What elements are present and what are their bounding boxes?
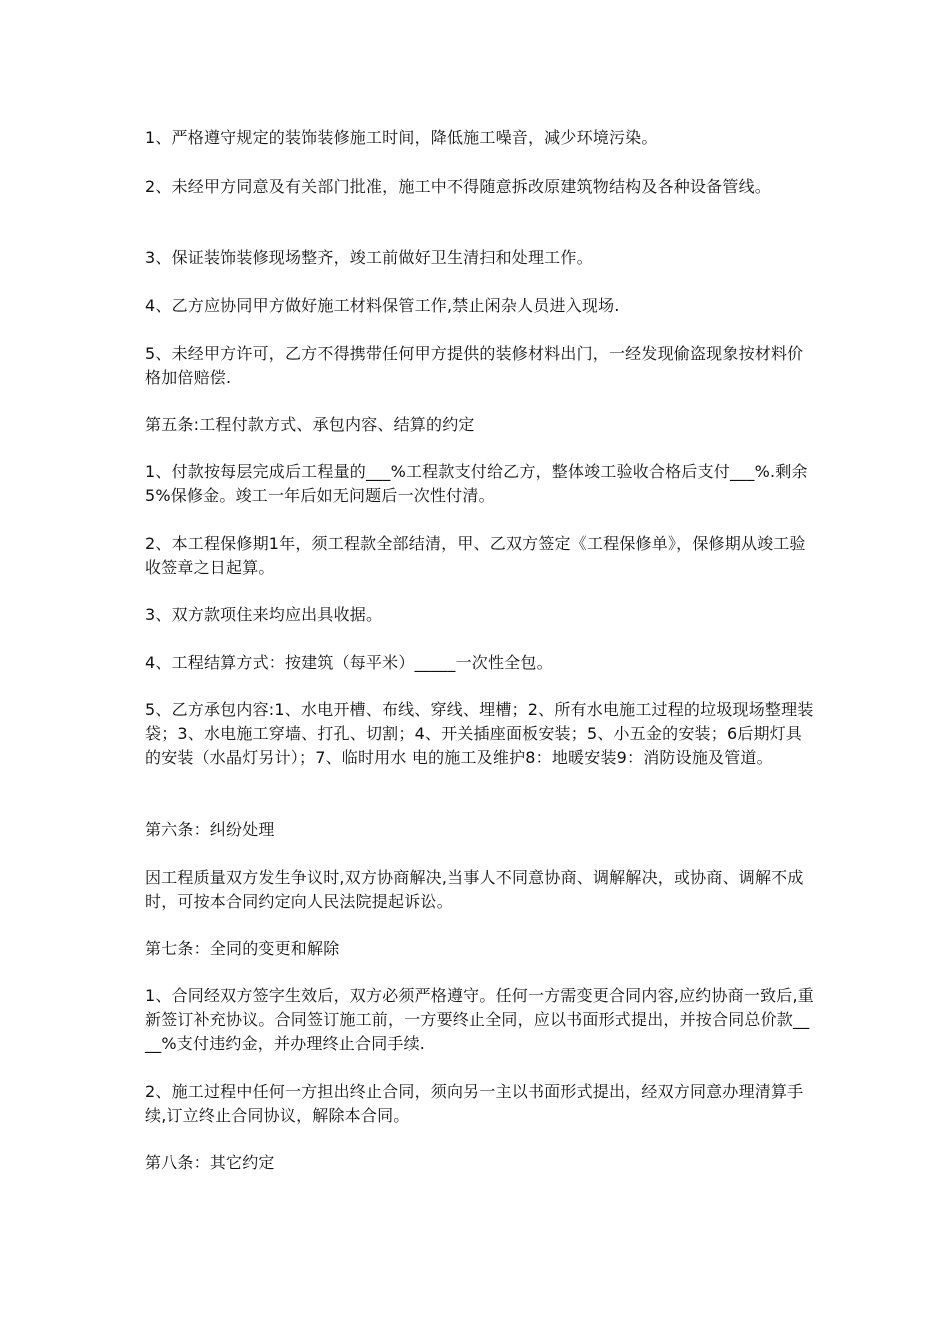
- clause-4-item-3: 3、保证装饰装修现场整齐，竣工前做好卫生清扫和处理工作。: [145, 248, 593, 267]
- clause-6-body: 因工程质量双方发生争议时,双方协商解决,当事人不同意协商、调解解决，或协商、调解不成时，可按本合同约定向人民法院提起诉讼。: [145, 868, 804, 911]
- clause-7-item-1: 1、合同经双方签字生效后，双方必须严格遵守。任何一方需变更合同内容,应约协商一致后,重新签订补充协议。合同签订施工前，一方要终止全同，应以书面形式提出，并按合同总价款____%支付违约金，并办理终止合同手续.: [145, 986, 814, 1053]
- clause-5-heading: 第五条:工程付款方式、承包内容、结算的约定: [145, 415, 475, 434]
- clause-8-heading: 第八条：其它约定: [145, 1153, 275, 1172]
- clause-5-item-5: 5、乙方承包内容:1、水电开槽、布线、穿线、埋槽；2、所有水电施工过程的垃圾现场整理装袋；3、水电施工穿墙、打孔、切割；4、开关插座面板安装；5、小五金的安装；6后期灯具的安装（水晶灯另计）；7、临时用水 电的施工及维护8：地暖安装9：消防设施及管道。: [145, 700, 814, 767]
- clause-4-item-4: 4、乙方应协同甲方做好施工材料保管工作,禁止闲杂人员进入现场.: [145, 296, 620, 315]
- clause-6-heading: 第六条：纠纷处理: [145, 820, 275, 839]
- clause-5-item-4: 4、工程结算方式：按建筑（每平米）_____一次性全包。: [145, 653, 553, 672]
- clause-7-item-2: 2、施工过程中任何一方担出终止合同，须向另一主以书面形式提出，经双方同意办理清算手续,订立终止合同协议，解除本合同。: [145, 1082, 804, 1125]
- clause-5-item-1: 1、付款按每层完成后工程量的___%工程款支付给乙方，整体竣工验收合格后支付___%.剩余5%保修金。竣工一年后如无问题后一次性付清。: [145, 462, 808, 505]
- clause-7-heading: 第七条：全同的变更和解除: [145, 939, 340, 958]
- clause-5-item-2: 2、本工程保修期1年，须工程款全部结清，甲、乙双方签定《工程保修单》，保修期从竣工验收签章之日起算。: [145, 534, 806, 577]
- clause-4-item-1: 1、严格遵守规定的装饰装修施工时间，降低施工噪音，减少环境污染。: [145, 128, 658, 147]
- clause-4-item-5: 5、未经甲方许可，乙方不得携带任何甲方提供的装修材料出门，一经发现偷盗现象按材料价格加倍赔偿.: [145, 344, 804, 387]
- clause-5-item-3: 3、双方款项住来均应出具收据。: [145, 605, 383, 624]
- clause-4-item-2: 2、未经甲方同意及有关部门批准，施工中不得随意拆改原建筑物结构及各种设备管线。: [145, 177, 771, 196]
